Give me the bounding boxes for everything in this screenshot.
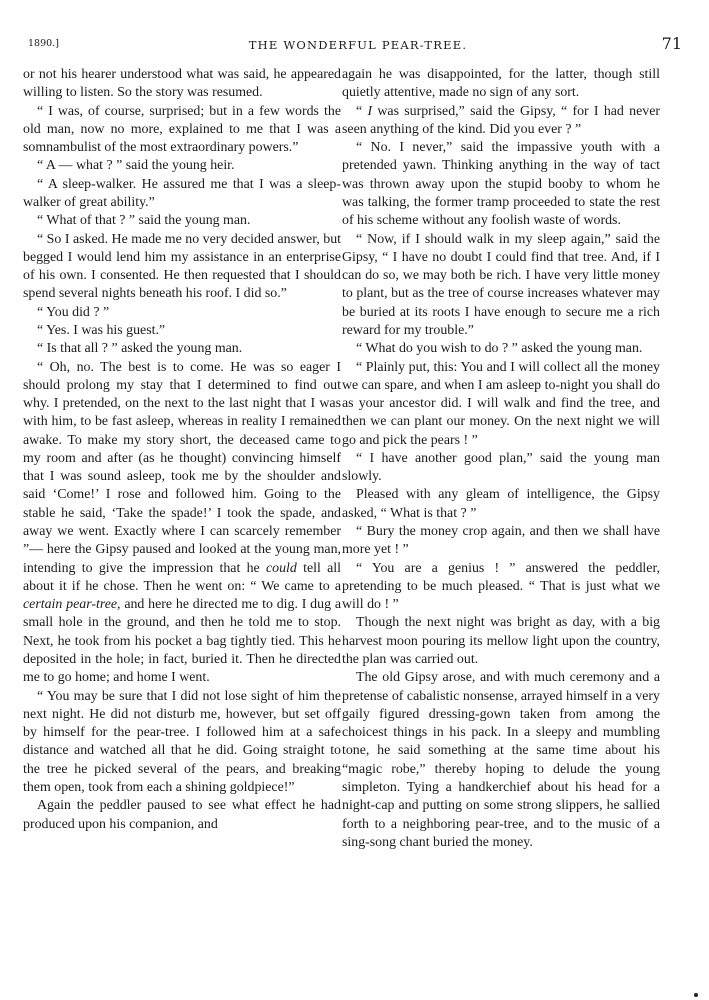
paragraph: again he was disappointed, for the latter, though still quietly attentive, made no sign of any sort.: [342, 67, 660, 101]
paragraph: “ So I asked. He made me no very decided answer, but begged I would lend him my assistance in an enterprise of his own. I consented. He then requested that I should spend several nights beneath his roof. I did so.”: [23, 231, 341, 302]
running-title: THE WONDERFUL PEAR-TREE.: [248, 38, 468, 52]
paragraph: “ No. I never,” said the impassive youth with a pretended yawn. Thinking anything in the way of tact was thrown away upon the stupid booby to whom he was talking, the former tramp proceeded to state the rest of his scheme without any foolish waste of words.: [342, 140, 660, 229]
paragraph: The old Gipsy arose, and with much ceremony and a pretense of cabalistic nonsense, arrayed himself in a very gaily figured dressing-gown taken from among the choicest things in his pack. In a sleepy and mumbling tone, he said something at the same time about his “magic robe,” thereby hoping to delude the young simpleton. Tying a handkerchief about his head for a night-cap and putting on some strong slippers, he sallied forth to a neighboring pear-tree, and to the music of a sing-song chant buried the money.: [342, 670, 660, 850]
paragraph: “ A sleep-walker. He assured me that I was a sleep-walker of great ability.”: [23, 176, 341, 210]
paragraph: Again the peddler paused to see what effect he had produced upon his companion, and: [23, 798, 341, 832]
paragraph: “ Plainly put, this: You and I will collect all the money we can spare, and when I am asleep to-night you shall do as your ancestor did. I will walk and find the tree, and then we can plant our money. On the next night we will go and pick the pears ! ”: [342, 359, 660, 448]
paragraph: “ Is that all ? ” asked the young man.: [37, 341, 243, 357]
paragraph: “ Now, if I should walk in my sleep again,” said the Gipsy, “ I have no doubt I could find that tree. And, if I can do so, we may both be rich. I have very little money to plant, but as the tree of course increases whatever may be buried at its roots I have enough to secure me a rich reward for my trouble.”: [342, 231, 660, 338]
paragraph: “ Bury the money crop again, and then we shall have more yet ! ”: [342, 524, 660, 558]
left-column: [23, 66, 341, 834]
paragraph: “ You did ? ”: [37, 304, 110, 320]
issue-date: 1890.]: [28, 38, 59, 49]
paragraph: “ I was, of course, surprised; but in a few words the old man, now no more, explained to me that I was a somnambulist of the most extraordinary powers.”: [23, 103, 341, 156]
paragraph: “ You are a genius ! ” answered the peddler, pretending to be much pleased. “ That is just what we will do ! ”: [342, 560, 660, 613]
page-header: [22, 36, 694, 58]
paragraph: “ What of that ? ” said the young man.: [37, 213, 251, 229]
paragraph: or not his hearer understood what was said, he appeared willing to listen. So the story was resumed.: [23, 67, 341, 101]
page-number: 71: [661, 34, 682, 53]
paragraph: “ Yes. I was his guest.”: [37, 322, 166, 338]
paragraph: Pleased with any gleam of intelligence, the Gipsy asked, “ What is that ? ”: [342, 487, 660, 521]
right-column: [342, 66, 660, 852]
paragraph: “ I was surprised,” said the Gipsy, “ for I had never seen anything of the kind. Did you ever ? ”: [342, 103, 661, 137]
paragraph: “ You may be sure that I did not lose sight of him the next night. He did not disturb me, however, but set off by himself for the pear-tree. I followed him at a safe distance and watched all that he did. Going straight to the tree he picked several of the pears, and breaking them open, took from each a shining goldpiece!”: [23, 688, 341, 795]
scan-speck: [694, 993, 698, 997]
paragraph: Though the next night was bright as day, with a big harvest moon pouring its mellow light upon the country, the plan was carried out.: [342, 615, 660, 667]
paragraph: “ I have another good plan,” said the young man slowly.: [342, 450, 660, 485]
paragraph: “ What do you wish to do ? ” asked the young man.: [356, 341, 643, 357]
paragraph: “ Oh, no. The best is to come. He was so eager I should prolong my stay that I determined to find out why. I pretended, on the next to the last night that I was with him, to be fast asleep, whereas in reality I remained awake. To make my story short, the deceased came to my room and after (as he thought) convincing himself that I was sound asleep, took me by the shoulder and said ‘Come!’ I rose and followed him. Going to the stable he said, ‘Take the spade!’ I took the spade, and away we went. Exactly where I can scarcely remember ”— here the Gipsy paused and looked at the young man, intending to give the impression that he could tell all about it if he chose. Then he went on: “ We came to a certain pear-tree, and here he directed me to dig. I dug a small hole in the ground, and then he told me to stop. Next, he took from his pocket a bag tightly tied. This he deposited in the hole; in fact, buried it. Then he directed me to go home; and home I went.: [23, 359, 341, 686]
paragraph: “ A — what ? ” said the young heir.: [37, 158, 235, 174]
